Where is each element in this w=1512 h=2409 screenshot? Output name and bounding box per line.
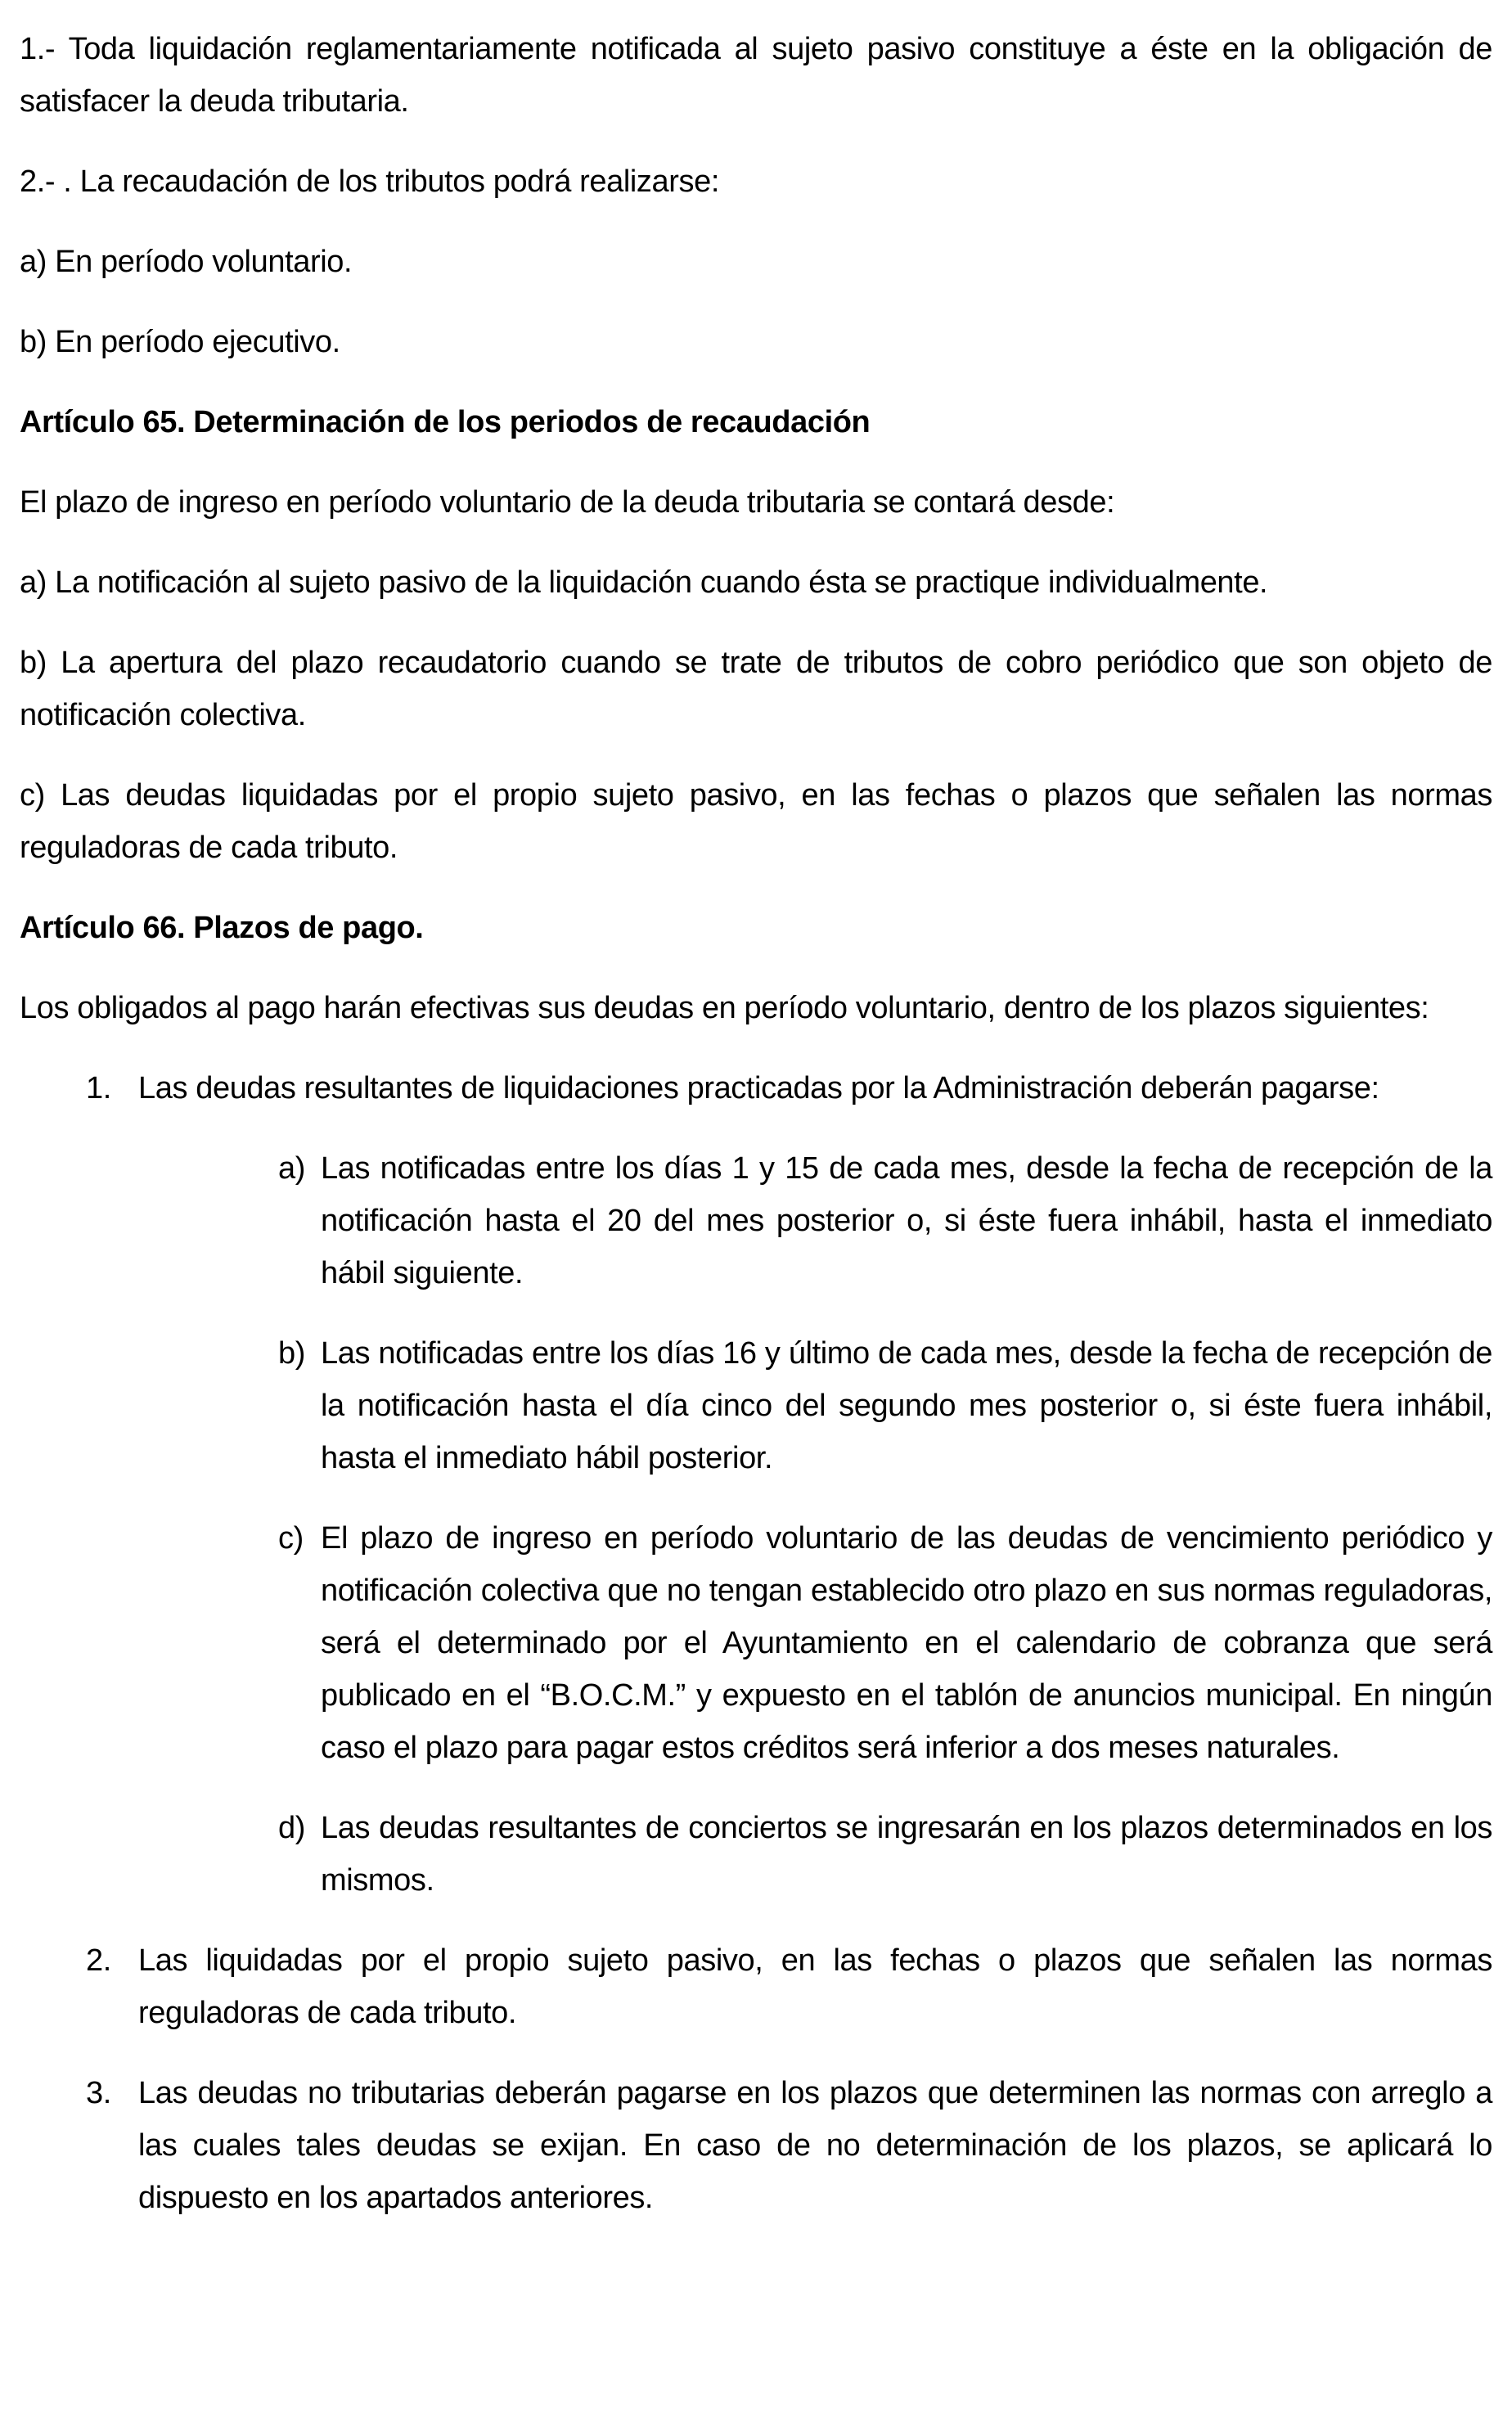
list-number-marker: 1. bbox=[86, 1071, 111, 1105]
paragraph-recaudacion-tributos: 2.- . La recaudación de los tributos podrá realizarse: bbox=[20, 164, 719, 199]
list-letter-marker: a) bbox=[278, 1151, 305, 1186]
list-number-marker: 2. bbox=[86, 1943, 111, 1978]
numbered-item-2 bbox=[20, 1934, 1492, 2039]
list-letter-marker: d) bbox=[278, 1811, 305, 1845]
paragraph-apertura-plazo: b) La apertura del plazo recaudatorio cuando se trate de tributos de cobro periódico que son objeto de notificación colectiva. bbox=[20, 646, 1492, 732]
numbered-item-2-text: Las liquidadas por el propio sujeto pasivo, en las fechas o plazos que señalen las normas reguladoras de cada tributo. bbox=[138, 1943, 1492, 2030]
letter-item-d-text: Las deudas resultantes de conciertos se ingresarán en los plazos determinados en los mismos. bbox=[321, 1811, 1492, 1898]
letter-item-b bbox=[20, 1327, 1492, 1484]
paragraph-plazo-ingreso: El plazo de ingreso en período voluntario de la deuda tributaria se contará desde: bbox=[20, 485, 1115, 520]
paragraph-periodo-voluntario: a) En período voluntario. bbox=[20, 245, 353, 279]
letter-item-c bbox=[20, 1512, 1492, 1774]
paragraph-liquidacion-notificada: 1.- Toda liquidación reglamentariamente notificada al sujeto pasivo constituye a éste en la obligación de satisfacer la deuda tributaria. bbox=[20, 32, 1492, 119]
paragraph-obligados-pago: Los obligados al pago harán efectivas sus deudas en período voluntario, dentro de los plazos siguientes: bbox=[20, 991, 1429, 1025]
articulo-65-heading: Artículo 65. Determinación de los periodos de recaudación bbox=[20, 405, 871, 439]
paragraph-deudas-liquidadas: c) Las deudas liquidadas por el propio sujeto pasivo, en las fechas o plazos que señalen las normas reguladoras de cada tributo. bbox=[20, 778, 1492, 865]
letter-item-a bbox=[20, 1142, 1492, 1299]
paragraph-periodo-ejecutivo: b) En período ejecutivo. bbox=[20, 325, 340, 359]
articulo-66-heading: Artículo 66. Plazos de pago. bbox=[20, 911, 424, 945]
paragraph-notificacion-sujeto: a) La notificación al sujeto pasivo de la liquidación cuando ésta se practique individualmente. bbox=[20, 565, 1268, 600]
letter-item-d bbox=[20, 1802, 1492, 1907]
letter-item-b-text: Las notificadas entre los días 16 y último de cada mes, desde la fecha de recepción de la notificación hasta el día cinco del segundo mes posterior o, si éste fuera inhábil, hasta el inmediato hábil posterior. bbox=[321, 1336, 1492, 1475]
numbered-item-1-text: Las deudas resultantes de liquidaciones practicadas por la Administración deberán pagarse: bbox=[138, 1071, 1379, 1105]
letter-item-a-text: Las notificadas entre los días 1 y 15 de cada mes, desde la fecha de recepción de la notificación hasta el 20 del mes posterior o, si éste fuera inhábil, hasta el inmediato hábil siguiente. bbox=[321, 1151, 1492, 1290]
list-number-marker: 3. bbox=[86, 2076, 111, 2110]
numbered-item-3-text: Las deudas no tributarias deberán pagarse en los plazos que determinen las normas con arreglo a las cuales tales deudas se exijan. En caso de no determinación de los plazos, se aplicará lo dispuesto en los apartados anteriores. bbox=[138, 2076, 1492, 2215]
letter-item-c-text: El plazo de ingreso en período voluntario de las deudas de vencimiento periódico y notificación colectiva que no tengan establecido otro plazo en sus normas reguladoras, será el determinado por el Ayuntamiento en el calendario de cobranza que será publicado en el “B.O.C.M.” y expuesto en el tablón de anuncios municipal. En ningún caso el plazo para pagar estos créditos será inferior a dos meses naturales. bbox=[321, 1521, 1492, 1765]
numbered-item-1 bbox=[20, 1062, 1492, 1114]
list-letter-marker: c) bbox=[278, 1521, 304, 1556]
list-letter-marker: b) bbox=[278, 1336, 305, 1371]
numbered-item-3 bbox=[20, 2067, 1492, 2224]
